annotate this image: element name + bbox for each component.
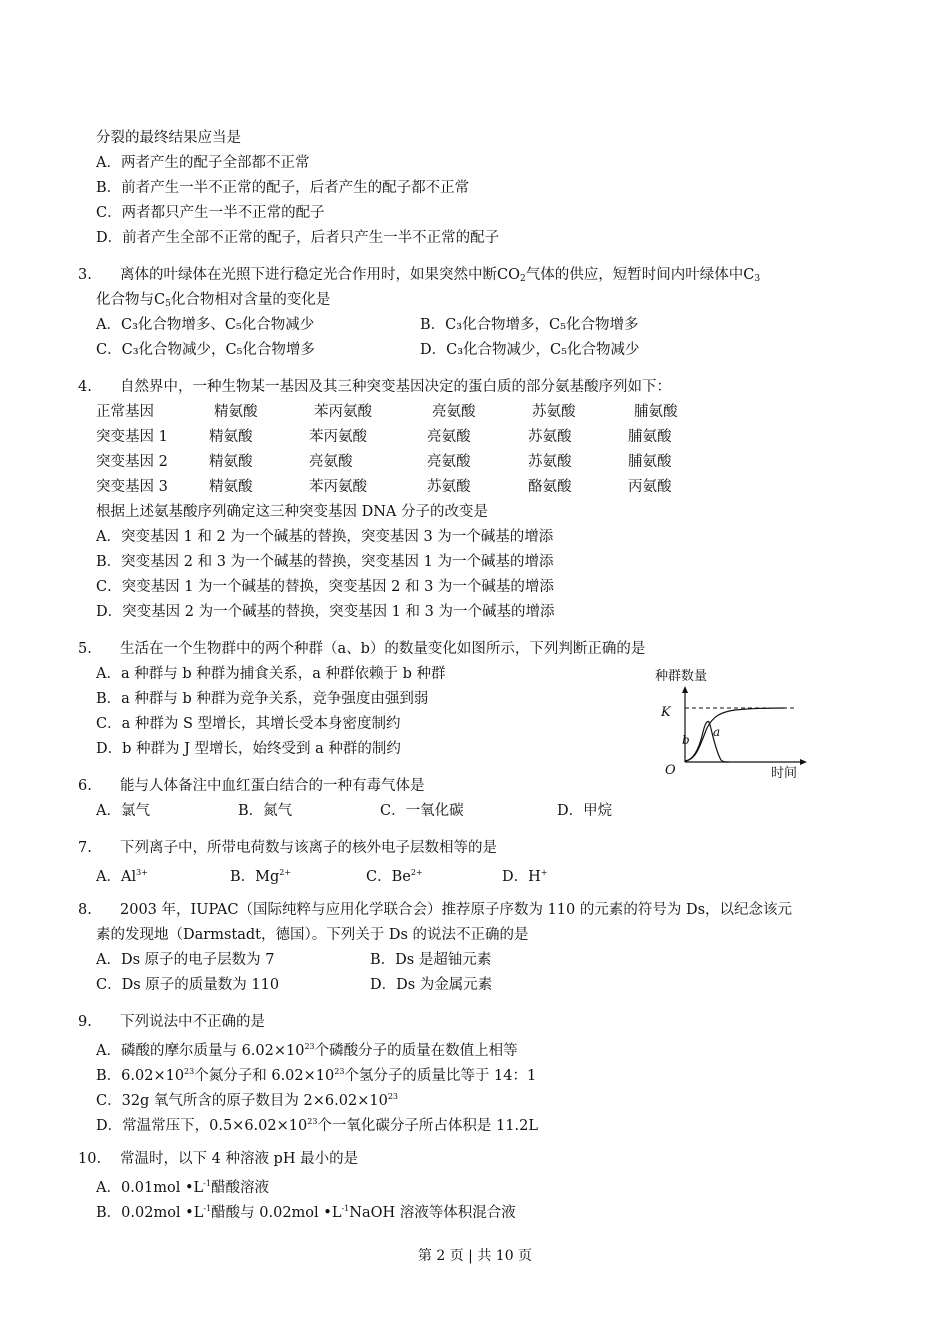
table-cell: 脯氨酸 [628, 429, 672, 445]
q6-stem: 能与人体备注中血红蛋白结合的一种有毒气体是 [120, 778, 425, 794]
q3-number: 3. [78, 267, 92, 283]
q8-stem-line1: 2003 年，IUPAC（国际纯粹与应用化学联合会）推荐原子序数为 110 的元素的符号为 Ds，以纪念该元 [120, 902, 793, 918]
q5-option-a: A．a 种群与 b 种群为捕食关系，a 种群依赖于 b 种群 [96, 666, 446, 682]
q9-option-b: B．$6.02\times 10^{23}$个氮分子和 $6.02\times 10^{23}$个氢分子的质量比等于 14：1 [96, 1067, 537, 1084]
graph-y-arrow [682, 686, 688, 693]
table-cell: 脯氨酸 [628, 454, 672, 470]
table-cell: 丙氨酸 [628, 479, 672, 495]
q7-option-d: D．H+ [502, 868, 548, 885]
graph-x-arrow [800, 759, 807, 765]
q10-option-a: A．0.01mol $•L^{-1}$醋酸溶液 [96, 1179, 269, 1196]
q7-option-c: C．$Be^{2+}$ [366, 868, 423, 885]
q4-option-d: D．突变基因 2 为一个碱基的替换，突变基因 1 和 3 为一个碱基的增添 [96, 604, 555, 620]
q4-option-b: B．突变基因 2 和 3 为一个碱基的替换，突变基因 1 为一个碱基的增添 [96, 554, 554, 570]
graph-xlabel: 时间 [771, 766, 798, 781]
q3-stem-line2: 化合物与$C_5$化合物相对含量的变化是 [96, 292, 331, 309]
q3-option-b: B．C₃化合物增多，C₅化合物增多 [420, 317, 639, 333]
q4-number: 4. [78, 379, 92, 395]
q8-number: 8. [78, 902, 92, 918]
q6-option-d: D．甲烷 [557, 803, 613, 819]
graph-a-label: a [713, 725, 721, 739]
q6-number: 6. [78, 778, 92, 794]
q5-option-b: B．a 种群与 b 种群为竞争关系，竞争强度由强到弱 [96, 691, 429, 707]
q3-option-c: C．C₃化合物减少，C₅化合物增多 [96, 342, 315, 358]
table-cell: 精氨酸 [209, 454, 253, 470]
q10-stem: 常温时，以下 4 种溶液 pH 最小的是 [120, 1151, 359, 1167]
table-row-header: 正常基因 [96, 404, 154, 420]
table-cell: 苯丙氨酸 [309, 479, 367, 495]
table-cell: 亮氨酸 [427, 454, 471, 470]
q2-option-a: A．两者产生的配子全部都不正常 [96, 155, 310, 171]
q5-option-d: D．b 种群为 J 型增长，始终受到 a 种群的制约 [96, 741, 401, 757]
q3-option-a: A．C₃化合物增多、C₅化合物减少 [96, 317, 315, 333]
q2-tail: 分裂的最终结果应当是 [96, 130, 241, 146]
q9-stem: 下列说法中不正确的是 [120, 1014, 265, 1030]
q10-number: 10. [78, 1151, 102, 1167]
graph-b-label: b [682, 733, 690, 747]
table-cell: 苯丙氨酸 [309, 429, 367, 445]
table-cell: 苏氨酸 [528, 429, 572, 445]
graph-origin-label: O [665, 763, 676, 778]
table-cell: 苏氨酸 [532, 404, 576, 420]
q9-option-c: C．32g 氧气所含的原子数目为 $2\times 6.02\times 10^{23}$ [96, 1092, 398, 1109]
q9-option-a: A．磷酸的摩尔质量与 $6.02\times 10^{23}$个磷酸分子的质量在数值上相等 [96, 1042, 518, 1059]
graph-ylabel: 种群数量 [655, 669, 708, 684]
table-cell: 酪氨酸 [528, 479, 572, 495]
table-cell: 脯氨酸 [634, 404, 678, 420]
q9-option-d: D．常温常压下，$0.5\times 6.02\times 10^{23}$个一氧化碳分子所占体积是 11.2L [96, 1117, 538, 1134]
table-row-header: 突变基因 1 [96, 429, 168, 445]
q8-stem-line2: 素的发现地（Darmstadt，德国）。下列关于 Ds 的说法不正确的是 [96, 927, 529, 943]
q10-option-b: B．0.02mol $•L^{-1}$醋酸与 0.02mol $•L^{-1}NaOH$ 溶液等体积混合液 [96, 1204, 516, 1221]
q7-option-a: A．$Al^{3+}$ [96, 868, 148, 885]
page-footer: 第 2 页 | 共 10 页 [417, 1248, 533, 1264]
table-cell: 苯丙氨酸 [314, 404, 372, 420]
q7-stem: 下列离子中，所带电荷数与该离子的核外电子层数相等的是 [120, 840, 497, 856]
graph-k-label: K [661, 705, 671, 720]
table-cell: 亮氨酸 [432, 404, 476, 420]
table-cell: 亮氨酸 [427, 429, 471, 445]
q8-option-a: A．Ds 原子的电子层数为 7 [96, 952, 275, 968]
q9-number: 9. [78, 1014, 92, 1030]
table-cell: 苏氨酸 [528, 454, 572, 470]
q6-option-b: B．氮气 [238, 803, 293, 819]
q2-option-d: D．前者产生全部不正常的配子，后者只产生一半不正常的配子 [96, 230, 500, 246]
q4-ask: 根据上述氨基酸序列确定这三种突变基因 DNA 分子的改变是 [96, 504, 489, 520]
q5-number: 5. [78, 641, 92, 657]
table-cell: 苏氨酸 [427, 479, 471, 495]
table-cell: 亮氨酸 [309, 454, 353, 470]
q2-option-b: B．前者产生一半不正常的配子，后者产生的配子都不正常 [96, 180, 470, 196]
table-cell: 精氨酸 [214, 404, 258, 420]
q5-stem: 生活在一个生物群中的两个种群（a、b）的数量变化如图所示，下列判断正确的是 [120, 641, 646, 657]
q3-stem-line1: 离体的叶绿体在光照下进行稳定光合作用时，如果突然中断$CO_2$气体的供应，短暂时间内叶绿体中$C_3$ [120, 267, 761, 284]
q4-option-c: C．突变基因 1 为一个碱基的替换，突变基因 2 和 3 为一个碱基的增添 [96, 579, 554, 595]
table-cell: 精氨酸 [209, 429, 253, 445]
q3-option-d: D．C₃化合物减少，C₅化合物减少 [420, 342, 640, 358]
q8-option-c: C．Ds 原子的质量数为 110 [96, 977, 280, 993]
q6-option-c: C．一氧化碳 [380, 803, 464, 819]
q8-option-d: D．Ds 为金属元素 [370, 977, 493, 993]
q8-option-b: B．Ds 是超铀元素 [370, 952, 492, 968]
q7-number: 7. [78, 840, 92, 856]
q7-option-b: B．$Mg^{2+}$ [230, 868, 292, 885]
q4-stem: 自然界中，一种生物某一基因及其三种突变基因决定的蛋白质的部分氨基酸序列如下： [120, 379, 671, 395]
q2-option-c: C．两者都只产生一半不正常的配子 [96, 205, 325, 221]
table-row-header: 突变基因 2 [96, 454, 168, 470]
q6-option-a: A．氯气 [96, 803, 150, 819]
table-cell: 精氨酸 [209, 479, 253, 495]
population-graph [645, 660, 820, 785]
graph-curve-a [685, 708, 785, 761]
table-row-header: 突变基因 3 [96, 479, 168, 495]
q4-option-a: A．突变基因 1 和 2 为一个碱基的替换，突变基因 3 为一个碱基的增添 [96, 529, 554, 545]
q5-option-c: C．a 种群为 S 型增长，其增长受本身密度制约 [96, 716, 401, 732]
